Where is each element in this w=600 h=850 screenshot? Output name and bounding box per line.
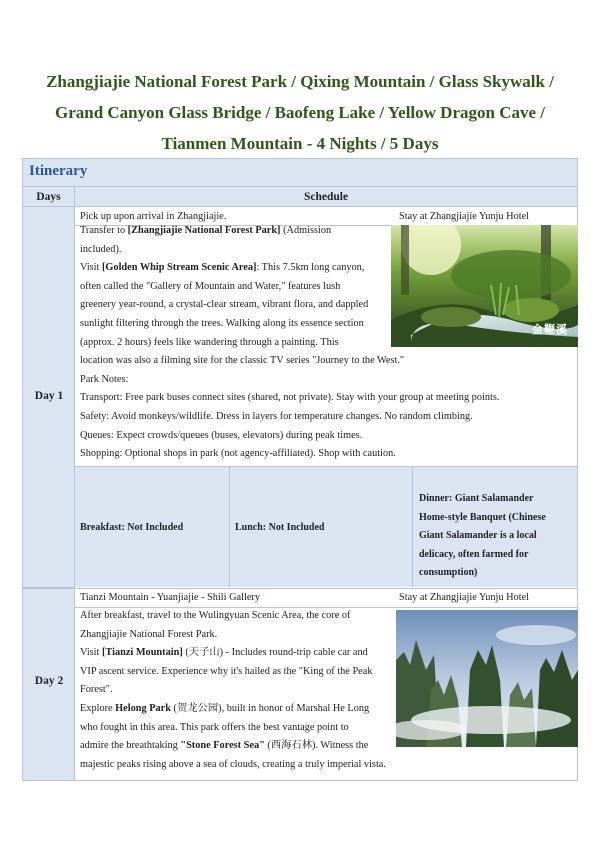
day-2-hotel: Stay at Zhangjiajie Yunju Hotel — [399, 592, 530, 603]
dinner-cell — [413, 466, 577, 587]
day-1-description: Transfer to [Zhangjiajie National Forest Park] (Admission included). Visit [Golden Whip Stream Scenic Area]: This 7.5km long canyon, often called the "Gallery of Mountain and Water," features lush greenery year-round, a crystal-clear stream, vibrant flora, and dappled sunlight filtering through the trees. Walking along its essence section (approx. 2 hours) feels like wandering through a painting. This location was also a filming site for the classic TV series "Journey to the West." Park Notes: Transport: Free park buses connect sites (shared, not private). Stay with your group at meeting points. Safety: Avoid monkeys/wildlife. Dress in layers for temperature changes. No random climbing. Queues: Expect crowds/queues (buses, elevators) during peak times. Shopping: Optional shops in park (not agency-affiliated). Shop with caution. — [80, 225, 500, 460]
breakfast-cell — [75, 466, 230, 587]
stone-forest-sea-name: "Stone Forest Sea" — [180, 740, 265, 752]
dinner-text: Dinner: Giant Salamander Home-style Banquet (Chinese Giant Salamander is a local delicacy, often farmed for consumption) — [419, 493, 546, 578]
day-2-first-line: Tianzi Mountain - Yuanjiajie - Shili Gallery — [80, 592, 260, 603]
tianzi-mountain-name: [Tianzi Mountain] — [101, 647, 183, 659]
day-2-description: After breakfast, travel to the Wulingyuan Scenic Area, the core of Zhangjiajie National Forest Park. Visit [Tianzi Mountain] (天子山) - Includes round-trip cable car and VIP ascent service. Experience why it's hailed as the "King of the Peak Forest". Explore Helong Park (贺龙公园), built in honor of Marshal He Long who fought in this area. This park offers the best vantage point to admire the breathtaking "Stone Forest Sea" (西海石林). Witness the majestic peaks rising above a sea of clouds, creating a truly imperial vista. — [80, 610, 386, 770]
photo-caption: 金鞭溪 — [532, 324, 568, 336]
day-1-first-line: Pick up upon arrival in Zhangjiajie. — [80, 211, 227, 222]
itinerary-header — [23, 159, 577, 187]
lunch-text: Lunch: Not Included — [235, 522, 325, 533]
tianzi-mountain-photo — [396, 610, 578, 747]
day-2-cell — [23, 588, 75, 780]
column-header-days: Days — [23, 187, 75, 207]
day-2-label: Day 2 — [34, 675, 64, 687]
lunch-cell — [230, 466, 413, 587]
page-title: Zhangjiajie National Forest Park / Qixing Mountain / Glass Skywalk / Grand Canyon Glass Bridge / Baofeng Lake / Yellow Dragon Cave / Tianmen Mountain - 4 Nights / 5 Days — [46, 72, 554, 153]
breakfast-text: Breakfast: Not Included — [80, 522, 184, 533]
golden-whip-stream-photo — [391, 225, 578, 347]
forest-park-name: [Zhangjiajie National Forest Park] — [127, 225, 281, 236]
day-1-cell — [23, 207, 75, 588]
itinerary-label: Itinerary — [29, 163, 88, 179]
itinerary-table — [22, 158, 578, 781]
column-header-schedule: Schedule — [75, 187, 577, 207]
golden-whip-name: [Golden Whip Stream Scenic Area] — [101, 262, 257, 274]
day-1-label: Day 1 — [34, 390, 64, 402]
day-1-hotel: Stay at Zhangjiajie Yunju Hotel — [399, 211, 530, 222]
helong-park-name: Helong Park — [115, 702, 171, 714]
